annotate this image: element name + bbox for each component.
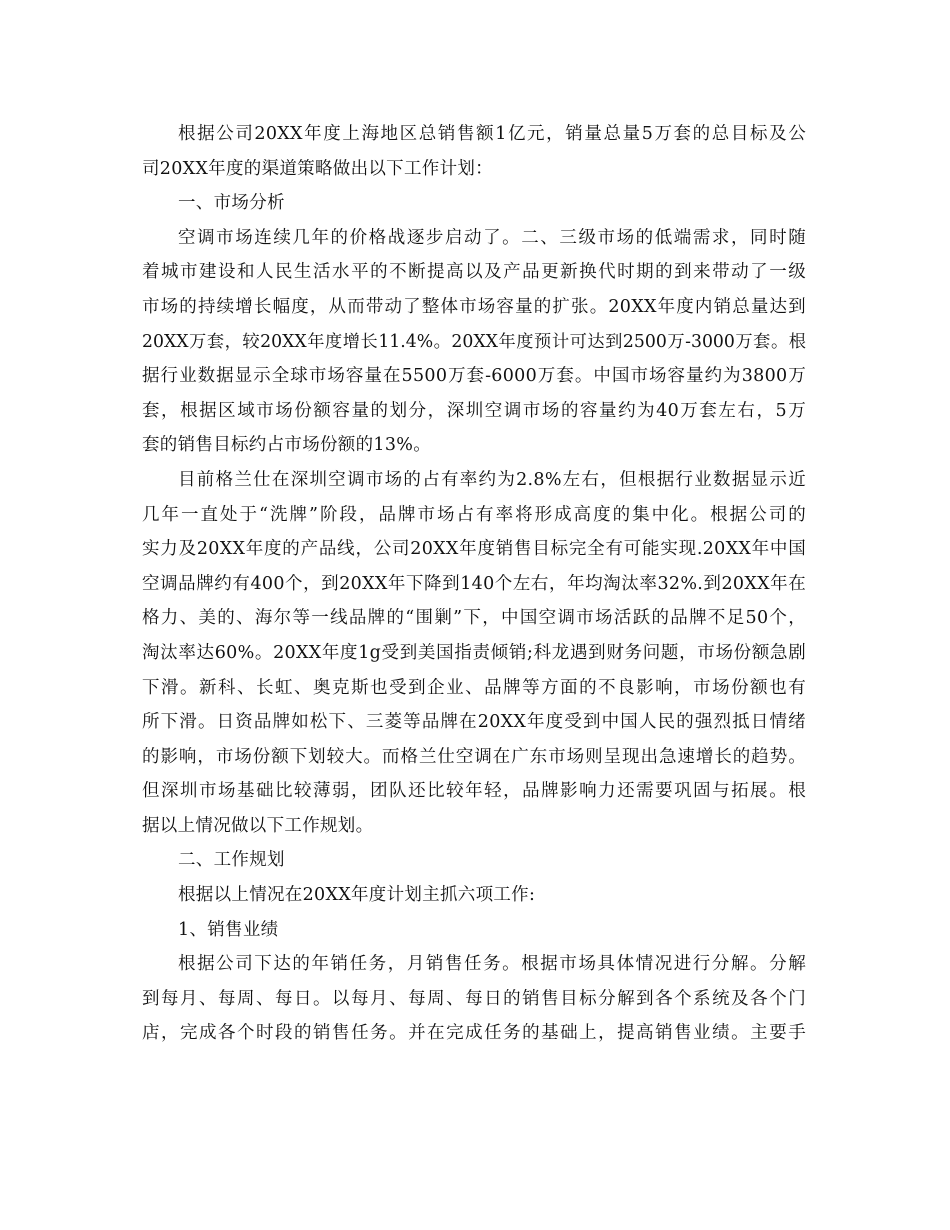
text-line: 1、销售业绩 xyxy=(178,919,279,940)
text-line: 根据公司下达的年销任务，月销售任务。根据市场具体情况进行分解。分解 xyxy=(178,954,806,975)
text-line: 所下滑。日资品牌如松下、三菱等品牌在20XX年度受到中国人民的强烈抵日情绪 xyxy=(142,712,806,733)
text-line: 空调市场连续几年的价格战逐步启动了。二、三级市场的低端需求，同时随 xyxy=(178,227,806,248)
text-line: 根据公司20XX年度上海地区总销售额1亿元，销量总量5万套的总目标及公 xyxy=(178,124,806,144)
text-line: 的影响，市场份额下划较大。而格兰仕空调在广东市场则呈现出急速增长的趋势。 xyxy=(142,746,806,767)
text-line: 着城市建设和人民生活水平的不断提高以及产品更新换代时期的到来带动了一级 xyxy=(142,262,806,283)
text-line: 司20XX年度的渠道策略做出以下工作计划： xyxy=(142,158,493,179)
text-line: 一、市场分析 xyxy=(178,193,285,214)
text-line: 据行业数据显示全球市场容量在5500万套-6000万套。中国市场容量约为3800万 xyxy=(142,366,806,387)
text-line: 到每月、每周、每日。以每月、每周、每日的销售目标分解到各个系统及各个门 xyxy=(142,988,806,1009)
text-line: 二、工作规划 xyxy=(178,850,285,871)
text-line: 根据以上情况在20XX年度计划主抓六项工作: xyxy=(178,885,536,906)
text-line: 格力、美的、海尔等一线品牌的“围剿”下，中国空调市场活跃的品牌不足50个， xyxy=(142,608,806,629)
text-line: 几年一直处于“洗牌”阶段，品牌市场占有率将形成高度的集中化。根据公司的 xyxy=(142,504,806,525)
text-line: 下滑。新科、长虹、奥克斯也受到企业、品牌等方面的不良影响，市场份额也有 xyxy=(142,677,806,698)
text-line: 20XX万套，较20XX年度增长11.4%。20XX年度预计可达到2500万-3000万套。根 xyxy=(142,331,806,352)
text-line: 据以上情况做以下工作规划。 xyxy=(142,815,374,836)
text-line: 套的销售目标约占市场份额的13%。 xyxy=(142,435,431,456)
text-line: 市场的持续增长幅度，从而带动了整体市场容量的扩张。20XX年度内销总量达到 xyxy=(142,296,806,317)
text-line: 空调品牌约有400个，到20XX年下降到140个左右，年均淘汰率32%.到20XX年在 xyxy=(142,573,806,594)
text-line: 套，根据区域市场份额容量的划分，深圳空调市场的容量约为40万套左右，5万 xyxy=(142,400,806,421)
text-line: 但深圳市场基础比较薄弱，团队还比较年轻，品牌影响力还需要巩固与拓展。根 xyxy=(142,781,806,802)
body-text xyxy=(142,117,806,1051)
text-line: 淘汰率达60%。20XX年度1g受到美国指责倾销;科龙遇到财务问题，市场份额急剧 xyxy=(142,642,806,663)
text-line: 店，完成各个时段的销售任务。并在完成任务的基础上，提高销售业绩。主要手 xyxy=(142,1023,806,1044)
text-line: 实力及20XX年度的产品线，公司20XX年度销售目标完全有可能实现.20XX年中国 xyxy=(142,539,806,560)
text-line: 目前格兰仕在深圳空调市场的占有率约为2.8%左右，但根据行业数据显示近 xyxy=(178,469,806,490)
